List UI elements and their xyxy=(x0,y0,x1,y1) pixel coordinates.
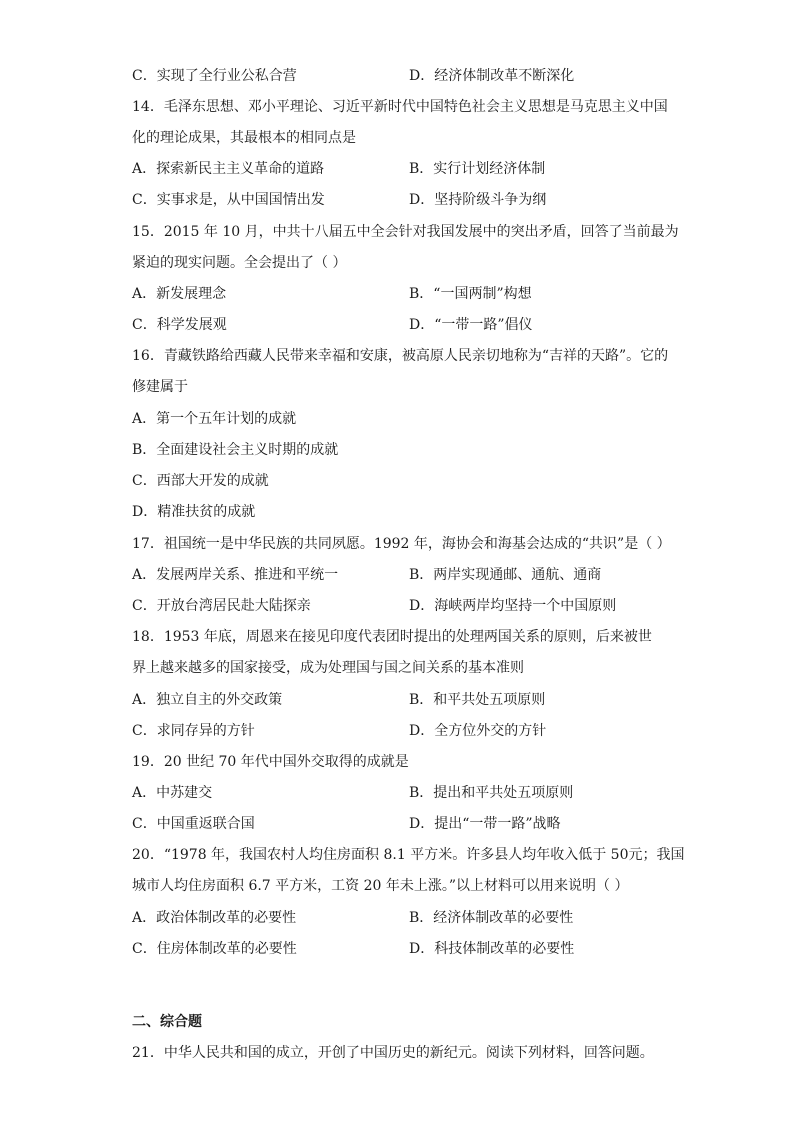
q13-option-d[interactable]: D．经济体制改革不断深化 xyxy=(409,68,575,84)
q20-stem-cont: 城市人均住房面积 6.7 平方米，工资 20 年未上涨。”以上材料可以用来说明（ ） xyxy=(132,878,629,894)
section-heading: 二、综合题 xyxy=(132,1014,202,1030)
q19-option-a[interactable]: A．中苏建交 xyxy=(132,785,213,801)
q16-stem-cont: 修建属于 xyxy=(132,379,188,395)
q20-option-a[interactable]: A．政治体制改革的必要性 xyxy=(132,910,297,926)
q14-option-d[interactable]: D．坚持阶级斗争为纲 xyxy=(409,192,547,208)
q16-stem: 16．青藏铁路给西藏人民带来幸福和安康，被高原人民亲切地称为“吉祥的天路”。它的 xyxy=(132,348,669,364)
q20-option-c[interactable]: C．住房体制改革的必要性 xyxy=(132,941,297,957)
q19-option-b[interactable]: B．提出和平共处五项原则 xyxy=(409,785,574,801)
q16-option-a[interactable]: A．第一个五年计划的成就 xyxy=(132,411,297,427)
q17-option-c[interactable]: C．开放台湾居民赴大陆探亲 xyxy=(132,598,311,614)
q18-option-c[interactable]: C．求同存异的方针 xyxy=(132,723,255,739)
q16-option-d[interactable]: D．精准扶贫的成就 xyxy=(132,504,256,520)
q17-stem: 17．祖国统一是中华民族的共同夙愿。1992 年，海协会和海基会达成的“共识”是（ ） xyxy=(132,536,671,552)
q15-option-b[interactable]: B．“一国两制”构想 xyxy=(409,286,532,302)
q20-option-d[interactable]: D．科技体制改革的必要性 xyxy=(409,941,575,957)
q18-option-a[interactable]: A．独立自主的外交政策 xyxy=(132,692,283,708)
q15-stem-cont: 紧迫的现实问题。全会提出了（ ） xyxy=(132,255,347,271)
q18-stem-cont: 界上越来越多的国家接受，成为处理国与国之间关系的基本准则 xyxy=(132,660,524,676)
q17-option-d[interactable]: D．海峡两岸均坚持一个中国原则 xyxy=(409,598,617,614)
q15-option-a[interactable]: A．新发展理念 xyxy=(132,286,227,302)
q16-option-c[interactable]: C．西部大开发的成就 xyxy=(132,473,269,489)
q17-option-b[interactable]: B．两岸实现通邮、通航、通商 xyxy=(409,567,602,583)
q21-stem: 21．中华人民共和国的成立，开创了中国历史的新纪元。阅读下列材料，回答问题。 xyxy=(132,1045,654,1061)
q14-option-a[interactable]: A．探索新民主主义革命的道路 xyxy=(132,161,325,177)
q13-option-c[interactable]: C．实现了全行业公私合营 xyxy=(132,68,297,84)
q20-option-b[interactable]: B．经济体制改革的必要性 xyxy=(409,910,574,926)
q19-option-c[interactable]: C．中国重返联合国 xyxy=(132,816,255,832)
q16-option-b[interactable]: B．全面建设社会主义时期的成就 xyxy=(132,442,339,458)
q14-option-b[interactable]: B．实行计划经济体制 xyxy=(409,161,546,177)
q17-option-a[interactable]: A．发展两岸关系、推进和平统一 xyxy=(132,567,339,583)
q14-stem-cont: 化的理论成果，其最根本的相同点是 xyxy=(132,130,356,146)
q14-stem: 14．毛泽东思想、邓小平理论、习近平新时代中国特色社会主义思想是马克思主义中国 xyxy=(132,99,668,115)
q15-stem: 15．2015 年 10 月，中共十八届五中全会针对我国发展中的突出矛盾，回答了当前最为 xyxy=(132,224,679,240)
q18-stem: 18．1953 年底，周恩来在接见印度代表团时提出的处理两国关系的原则，后来被世 xyxy=(132,629,652,645)
q19-stem: 19．20 世纪 70 年代中国外交取得的成就是 xyxy=(132,754,409,770)
q19-option-d[interactable]: D．提出“一带一路”战略 xyxy=(409,816,561,832)
q15-option-c[interactable]: C．科学发展观 xyxy=(132,317,227,333)
q15-option-d[interactable]: D．“一带一路”倡仪 xyxy=(409,317,533,333)
q20-stem: 20．“1978 年，我国农村人均住房面积 8.1 平方米。许多县人均年收入低于 50元；我国 xyxy=(132,847,685,863)
q14-option-c[interactable]: C．实事求是，从中国国情出发 xyxy=(132,192,325,208)
q18-option-b[interactable]: B．和平共处五项原则 xyxy=(409,692,546,708)
q18-option-d[interactable]: D．全方位外交的方针 xyxy=(409,723,547,739)
